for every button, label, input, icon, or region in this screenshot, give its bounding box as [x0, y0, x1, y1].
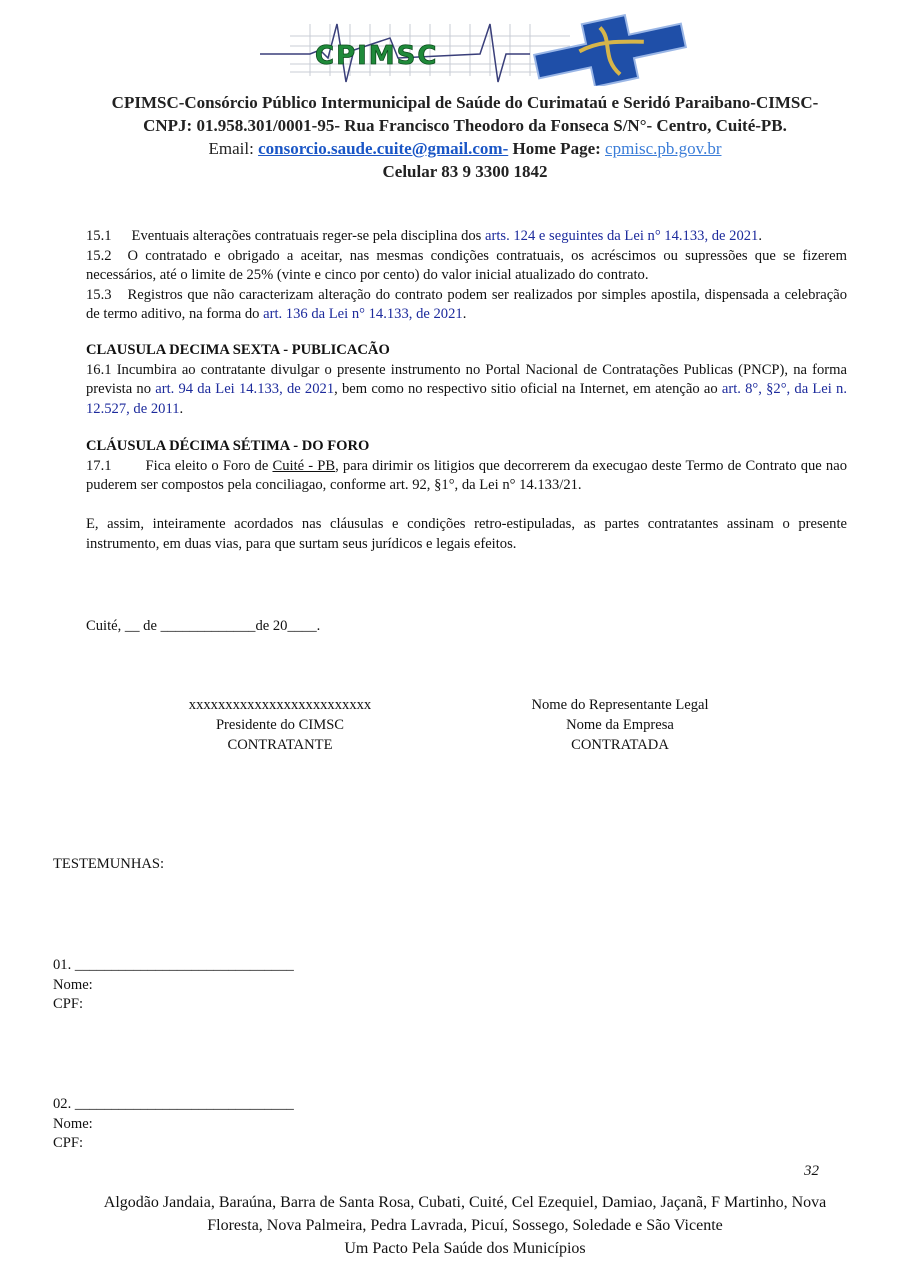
witness-signature-line: 01. ______________________________: [53, 957, 294, 973]
signer-party: CONTRATADA: [571, 737, 669, 753]
home-label: Home Page:: [508, 139, 606, 158]
org-name: CPIMSC-Consórcio Público Intermunicipal de Saúde do Curimataú e Seridó Paraibano-CIMSC-: [111, 93, 819, 112]
clause-text: 16.1 Incumbira ao contratante divulgar o presente instrumento no Portal Nacional de Contratações Publicas (PNCP), na forma prevista no: [86, 361, 847, 397]
section-17: [86, 437, 847, 496]
witness-signature-line: 02. ______________________________: [53, 1096, 294, 1112]
period: .: [462, 306, 467, 322]
period: .: [179, 400, 184, 417]
clause-15-3: [86, 286, 847, 325]
signer-company: Nome da Empresa: [566, 717, 674, 733]
clause-number: 15.3: [86, 286, 112, 303]
footer-municipalities: Algodão Jandaia, Baraúna, Barra de Santa Rosa, Cubati, Cuité, Cel Ezequiel, Damiao, Jaçanã, F Martinho, Nova: [103, 1194, 827, 1211]
clause-text: , bem como no respectivo sitio oficial na Internet, em atenção ao: [334, 381, 722, 397]
contact-line: [0, 137, 900, 160]
section-16: [86, 341, 847, 419]
letterhead: [0, 91, 900, 183]
email-link[interactable]: consorcio.saude.cuite@gmail.com-: [258, 139, 509, 158]
section-heading: CLÁUSULA DÉCIMA SÉTIMA - DO FORO: [86, 438, 370, 454]
witness-cpf: CPF:: [53, 996, 84, 1012]
clause-text: Fica eleito o Foro de: [145, 457, 273, 474]
witness-name: Nome:: [53, 976, 93, 993]
witness-1: [53, 956, 814, 1015]
section-15: [86, 227, 847, 325]
witness-name: Nome:: [53, 1115, 93, 1132]
clause-number: 17.1: [86, 457, 112, 474]
phone: Celular 83 9 3300 1842: [382, 162, 548, 181]
cpimsc-logo: [240, 14, 695, 86]
signature-contratada: [470, 695, 770, 755]
signature-contratante: [130, 695, 430, 755]
law-link[interactable]: art. 8°, §2°, da Lei n. 12.527, de 2011: [86, 381, 848, 417]
law-link[interactable]: art. 94 da Lei 14.133, de 2021: [155, 381, 335, 397]
clause-number: 15.1: [86, 228, 112, 244]
clause-16-1: [86, 361, 847, 420]
org-address: CNPJ: 01.958.301/0001-95- Rua Francisco Theodoro da Fonseca S/N°- Centro, Cuité-PB.: [143, 116, 787, 135]
section-heading: CLAUSULA DECIMA SEXTA - PUBLICACÃO: [86, 342, 390, 358]
svg-text:CPIMSC: CPIMSC: [315, 41, 439, 71]
law-link[interactable]: arts. 124 e seguintes da Lei n° 14.133, de 2021: [485, 228, 759, 244]
page-number: 32: [804, 1163, 819, 1179]
witness-2: [53, 1095, 814, 1154]
law-link[interactable]: art. 136 da Lei n° 14.133, de 2021: [263, 306, 463, 322]
forum-place: Cuité - PB: [272, 457, 336, 474]
date-line: Cuité, __ de _____________de 20____.: [86, 618, 321, 634]
clause-text: Registros que não caracterizam alteração do contrato podem ser realizados por simples apostila, dispensada a celebração de termo aditivo, na forma do: [86, 286, 847, 322]
clause-text: Eventuais alterações contratuais reger-se pela disciplina dos: [131, 228, 486, 244]
footer: [0, 1191, 900, 1260]
period: .: [758, 228, 763, 244]
clause-17-1: [86, 457, 847, 496]
clause-15-1: [86, 227, 847, 247]
clause-15-2: [86, 247, 847, 286]
signer-party: CONTRATANTE: [227, 737, 333, 753]
clause-text: , para dirimir os litigios que decorrerem da execugao deste Termo de Contrato que nao puderem ser compostos pela conciliagao, conforme art. 92, §1°, da Lei n° 14.133/21.: [86, 457, 848, 493]
witness-cpf: CPF:: [53, 1135, 84, 1151]
signer-name: Nome do Representante Legal: [531, 697, 709, 713]
footer-municipalities-cont: Floresta, Nova Palmeira, Pedra Lavrada, Picuí, Sossego, Soledade e São Vicente: [207, 1217, 723, 1234]
signer-name: xxxxxxxxxxxxxxxxxxxxxxxxx: [188, 697, 372, 713]
clause-number: 15.2: [86, 247, 112, 264]
homepage-link[interactable]: cpmisc.pb.gov.br: [605, 139, 722, 158]
witnesses-title: TESTEMUNHAS:: [53, 856, 165, 872]
email-label: Email:: [208, 139, 259, 158]
signer-role: Presidente do CIMSC: [215, 717, 345, 733]
closing-paragraph: E, assim, inteiramente acordados nas cláusulas e condições retro-estipuladas, as partes contratantes assinam o presente instrumento, em duas vias, para que surtam seus jurídicos e legais efeitos.: [86, 516, 847, 552]
clause-text: O contratado e obrigado a aceitar, nas mesmas condições contratuais, os acréscimos ou supressões que se fizerem necessários, até o limite de 25% (vinte e cinco por cento) do valor inicial atualizado do contrato.: [86, 247, 847, 283]
footer-slogan: Um Pacto Pela Saúde dos Municípios: [344, 1240, 586, 1257]
